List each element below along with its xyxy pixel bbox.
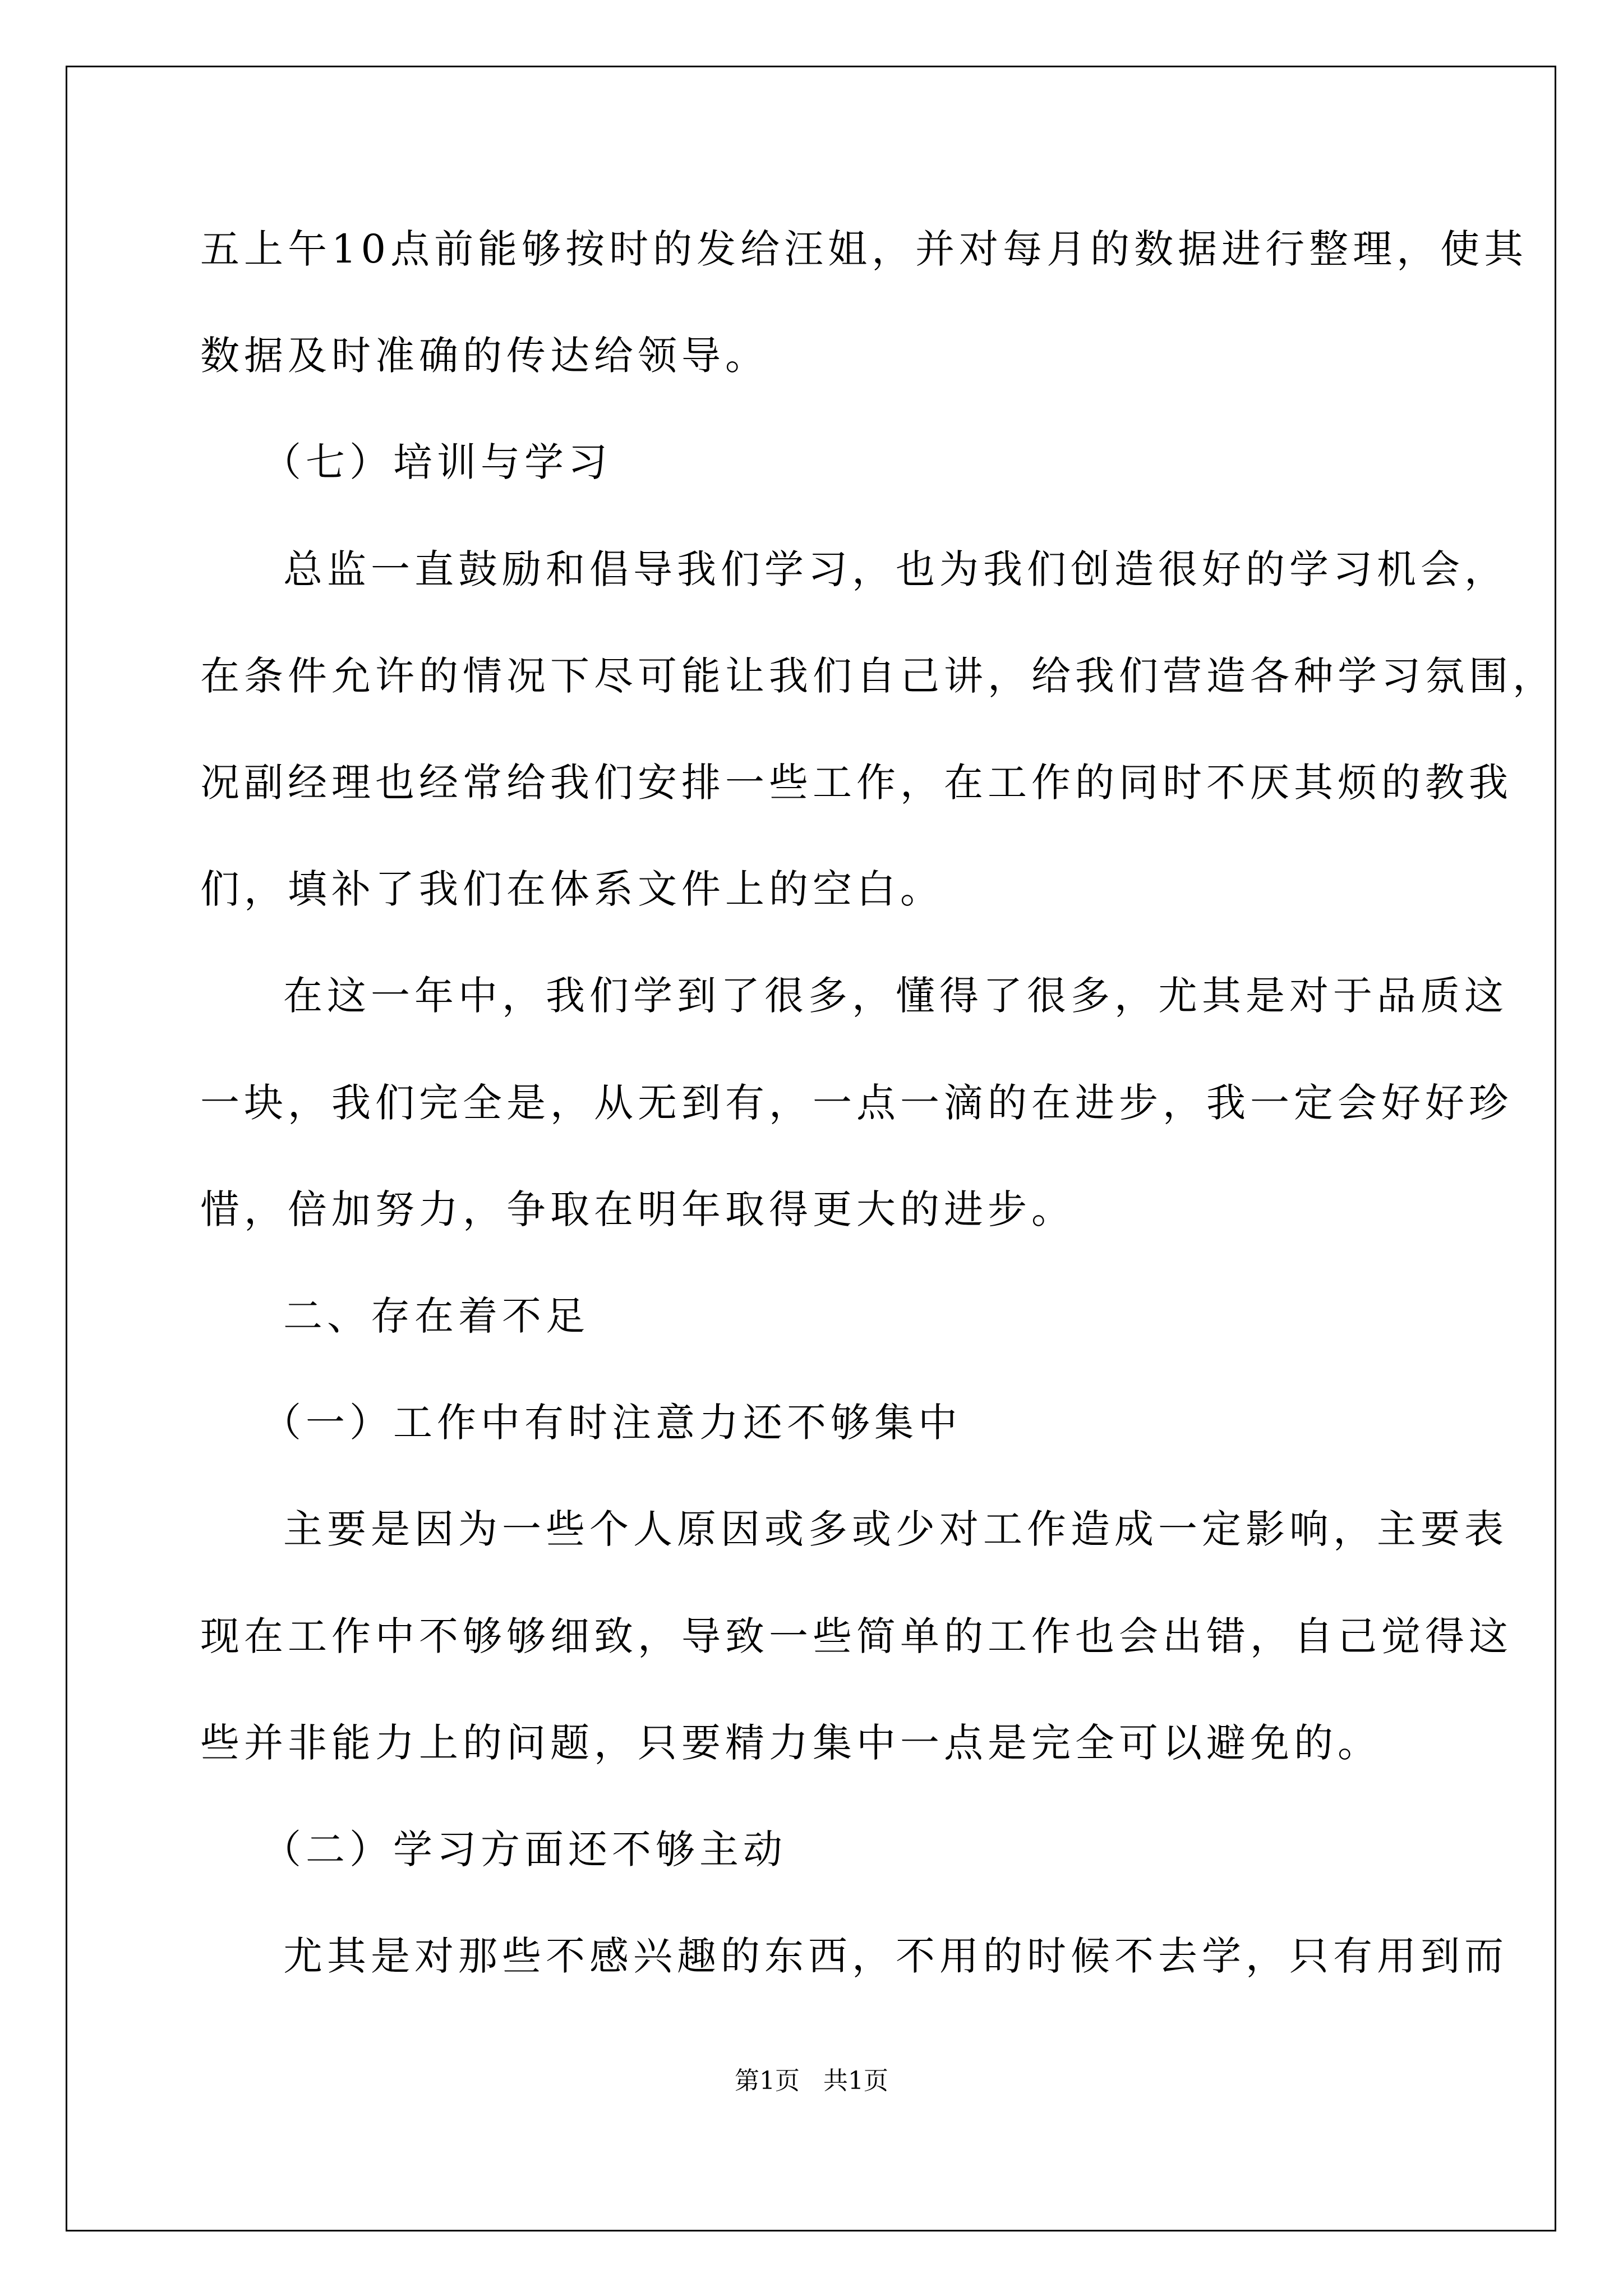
section-heading: 二、存在着不足 <box>283 1293 589 1339</box>
text-line: 一块，我们完全是，从无到有，一点一滴的在进步，我一定会好好珍 <box>200 1080 1513 1126</box>
text-line: 在这一年中，我们学到了很多，懂得了很多，尤其是对于品质这 <box>283 973 1508 1019</box>
text-line: 们，填补了我们在体系文件上的空白。 <box>200 866 944 912</box>
page-number: 第1页 共1页 <box>735 2067 888 2095</box>
text-line: 主要是因为一些个人原因或多或少对工作造成一定影响，主要表 <box>283 1506 1508 1552</box>
text-line: 况副经理也经常给我们安排一些工作，在工作的同时不厌其烦的教我 <box>200 760 1513 806</box>
text-line: 现在工作中不够够细致，导致一些简单的工作也会出错，自己觉得这 <box>200 1613 1513 1659</box>
text-line: 数据及时准确的传达给领导。 <box>200 333 769 379</box>
page-footer <box>0 2064 1623 2098</box>
section-heading: （七）培训与学习 <box>262 439 612 485</box>
page-border <box>66 66 1556 2231</box>
section-heading: （二）学习方面还不够主动 <box>262 1826 787 1872</box>
text-line: 惜，倍加努力，争取在明年取得更大的进步。 <box>200 1186 1075 1232</box>
text-line: 五上午10点前能够按时的发给汪姐，并对每月的数据进行整理，使其 <box>200 226 1528 272</box>
text-line: 总监一直鼓励和倡导我们学习，也为我们创造很好的学习机会， <box>283 546 1508 592</box>
text-line: 些并非能力上的问题，只要精力集中一点是完全可以避免的。 <box>200 1720 1381 1766</box>
section-heading: （一）工作中有时注意力还不够集中 <box>262 1400 962 1446</box>
text-line: 在条件允许的情况下尽可能让我们自己讲，给我们营造各种学习氛围， <box>200 653 1556 699</box>
text-line: 尤其是对那些不感兴趣的东西，不用的时候不去学，只有用到而 <box>283 1933 1508 1979</box>
